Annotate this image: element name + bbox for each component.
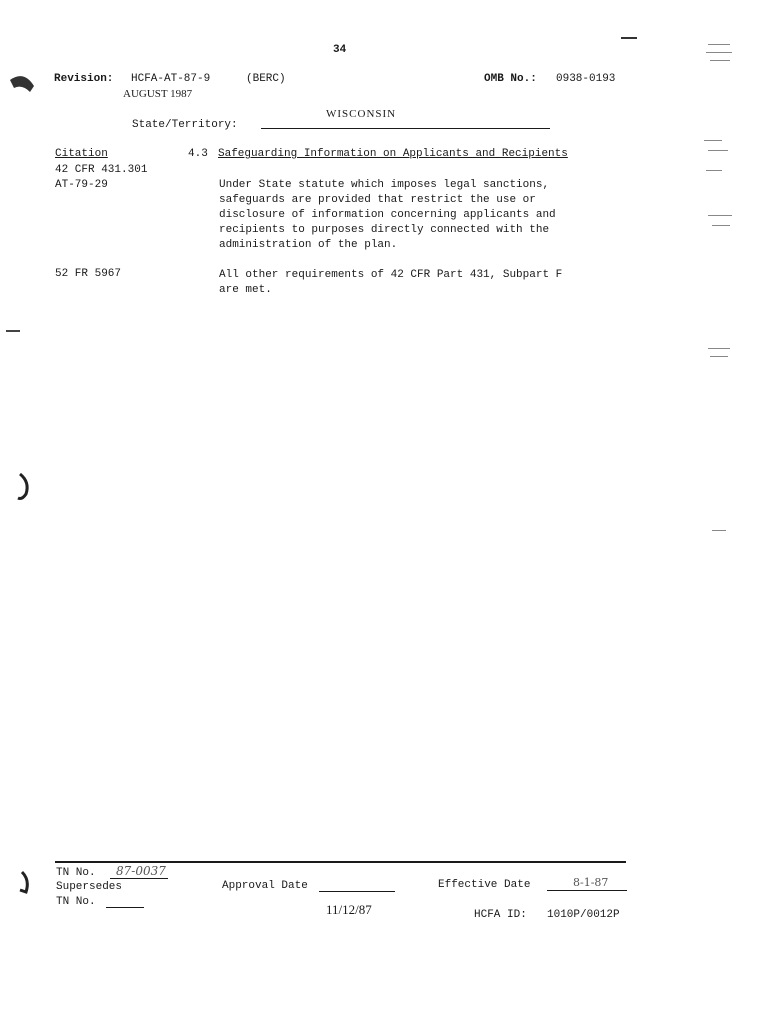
office-code: (BERC) bbox=[246, 73, 286, 85]
supersedes-label: Supersedes bbox=[56, 881, 123, 893]
revision-label: Revision: bbox=[54, 73, 114, 85]
citation-cfr: 42 CFR 431.301 bbox=[55, 164, 148, 176]
revision-date: AUGUST 1987 bbox=[123, 88, 193, 100]
effective-label: Effective Date bbox=[438, 879, 531, 891]
paragraph-line: safeguards are provided that restrict the use or bbox=[219, 194, 536, 206]
paragraph-line: All other requirements of 42 CFR Part 431, Subpart F bbox=[219, 269, 563, 281]
paragraph-line: Under State statute which imposes legal sanctions, bbox=[219, 179, 550, 191]
state-label: State/Territory: bbox=[132, 119, 238, 131]
edge-noise bbox=[704, 44, 732, 531]
state-value: WISCONSIN bbox=[326, 108, 397, 120]
revision-value: HCFA-AT-87-9 bbox=[131, 73, 211, 85]
page-number: 34 bbox=[333, 44, 347, 56]
tn-value: 87-0037 bbox=[116, 864, 166, 878]
hcfa-label: HCFA ID: bbox=[474, 909, 527, 921]
omb-value: 0938-0193 bbox=[556, 73, 616, 85]
hcfa-value: 1010P/0012P bbox=[547, 909, 620, 921]
approval-label: Approval Date bbox=[222, 880, 308, 892]
tn-label: TN No. bbox=[56, 867, 96, 879]
section-number: 4.3 bbox=[188, 148, 208, 160]
tn2-label: TN No. bbox=[56, 896, 96, 908]
paragraph-line: recipients to purposes directly connected with the bbox=[219, 224, 550, 236]
paragraph-line: are met. bbox=[219, 284, 272, 296]
approval-value: 11/12/87 bbox=[326, 902, 372, 917]
speck bbox=[6, 330, 20, 332]
binder-hole-mark bbox=[18, 474, 27, 499]
speck bbox=[621, 37, 637, 39]
effective-value: 8-1-87 bbox=[573, 876, 609, 889]
paragraph-line: disclosure of information concerning applicants and bbox=[219, 209, 556, 221]
citation-heading: Citation bbox=[55, 148, 108, 160]
binder-hole-mark bbox=[20, 872, 27, 892]
section-title: Safeguarding Information on Applicants and Recipients bbox=[218, 148, 568, 160]
citation-at: AT-79-29 bbox=[55, 179, 108, 191]
omb-label: OMB No.: bbox=[484, 73, 537, 85]
binder-hole-mark bbox=[10, 76, 34, 92]
paragraph-line: administration of the plan. bbox=[219, 239, 398, 251]
citation-fr: 52 FR 5967 bbox=[55, 268, 122, 280]
